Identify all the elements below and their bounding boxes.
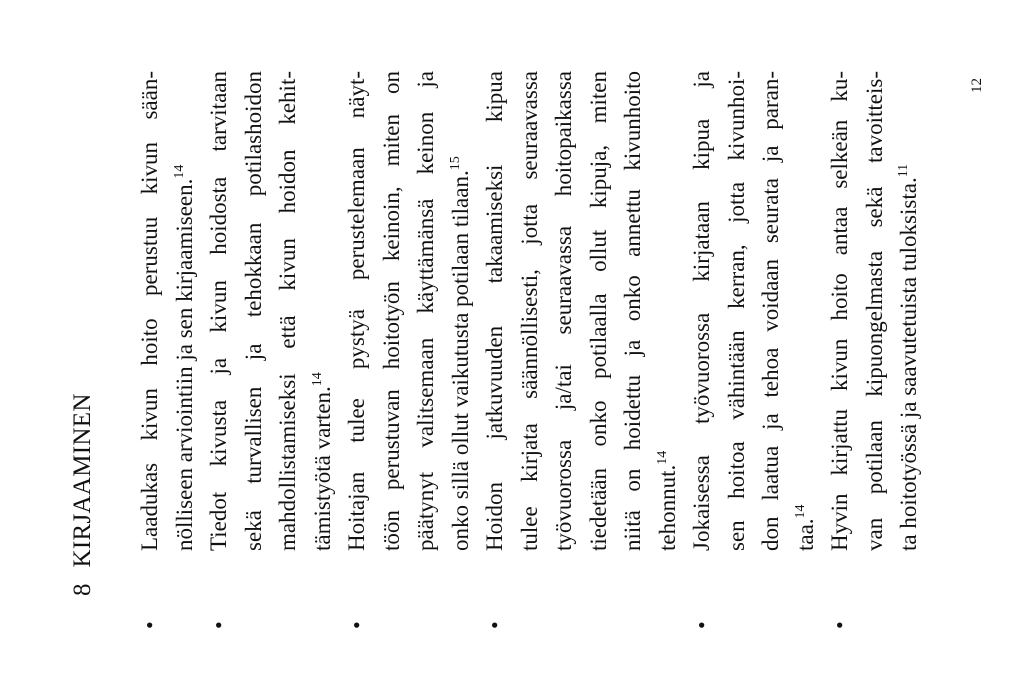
text-line [720,71,755,551]
text-line [582,71,617,551]
text-line-content: sekä turvallisen ja tehokkaan potilashoidon [240,71,266,551]
text-line-content: Jokaisessa työvuorossa kirjataan kipua ja [689,71,714,551]
bullet-icon: • [344,621,369,629]
page-number: 12 [969,78,985,93]
reference-superscript: 15 [447,156,463,171]
reference-superscript: 14 [792,504,808,519]
bullet-list [133,71,927,631]
reference-superscript: 14 [309,372,325,387]
list-item [202,71,340,631]
bullet-icon: • [137,621,162,629]
text-line-content: työvuorossa ja/tai seuraavassa hoitopaikassa [551,71,576,551]
text-line [478,71,513,551]
list-item-text [823,71,927,551]
text-line-content: päätynyt valitsemaan käyttämänsä keinon ja [413,71,438,551]
list-item-text [202,71,340,551]
text-line [375,71,410,551]
text-line-content: tehonnut. [654,464,680,551]
text-line-content: taa. [792,518,818,551]
text-line-content: töön perustuvan hoitotyön keinoin, miten on [378,71,404,551]
list-item [823,71,927,631]
reference-superscript: 11 [896,163,911,178]
list-item-text [133,71,202,551]
bullet-icon: • [482,621,507,629]
section-heading [68,56,98,596]
text-line [823,71,858,551]
bullet-icon: • [689,621,714,629]
text-line-content: Tiedot kivusta ja kivun hoidosta tarvitaan [206,71,231,551]
text-line [444,71,479,551]
section-title: KIRJAAMINEN [69,393,96,568]
text-line-content: Hoidon jatkuvuuden takaamiseksi kipua [482,71,507,551]
text-line [271,71,306,551]
list-item [478,71,685,631]
text-line-content: onko sillä ollut vaikutusta potilaan tilaan. [447,170,473,551]
text-line [409,71,444,551]
text-line-content: niitä on hoidettu ja onko annettu kivunhoito [620,71,645,551]
text-line-content: tiedetään onko potilaalla ollut kipuja, miten [585,71,611,551]
bullet-icon: • [827,621,852,629]
list-item [685,71,823,631]
list-item-text [478,71,685,551]
list-item [133,71,202,631]
list-item-text [340,71,478,551]
text-line-content: Hyvin kirjattu kivun hoito antaa selkeän ku- [827,71,852,551]
text-line-content: ta hoitotyössä ja saavutetuista tuloksista. [896,177,921,551]
text-line [513,71,548,551]
text-line [202,71,237,551]
text-line [754,71,789,551]
text-line [616,71,651,551]
text-line [168,71,203,551]
text-line-content: van potilaan kipuongelmasta sekä tavoitteis- [861,71,887,551]
text-line [789,71,824,551]
list-item-text [685,71,823,551]
text-line [685,71,720,551]
reference-superscript: 14 [654,450,670,465]
text-line-content: nölliseen arviointiin ja sen kirjaamiseen. [171,178,197,551]
bullet-icon: • [206,621,231,629]
text-line [237,71,272,551]
text-line-content: sen hoitoa vähintään kerran, jotta kivunhoi- [723,71,749,551]
text-line [306,71,341,551]
text-line [547,71,582,551]
section-number: 8 [69,583,96,596]
text-line-content: don laatua ja tehoa voidaan seurata ja paran- [758,71,783,551]
text-line-content: tämistyötä varten. [309,386,335,551]
text-line-content: mahdollistamiseksi että kivun hoidon kehit- [275,71,300,551]
text-line [340,71,375,551]
text-line [133,71,168,551]
text-line-content: tulee kirjata säännöllisesti, jotta seuraavassa [516,71,542,551]
text-line [651,71,686,551]
reference-superscript: 14 [171,164,187,179]
text-line-content: Hoitajan tulee pystyä perustelemaan näyt- [344,71,369,551]
text-line [858,71,893,551]
text-line [892,71,927,551]
list-item [340,71,478,631]
text-line-content: Laadukas kivun hoito perustuu kivun sään- [137,71,162,551]
